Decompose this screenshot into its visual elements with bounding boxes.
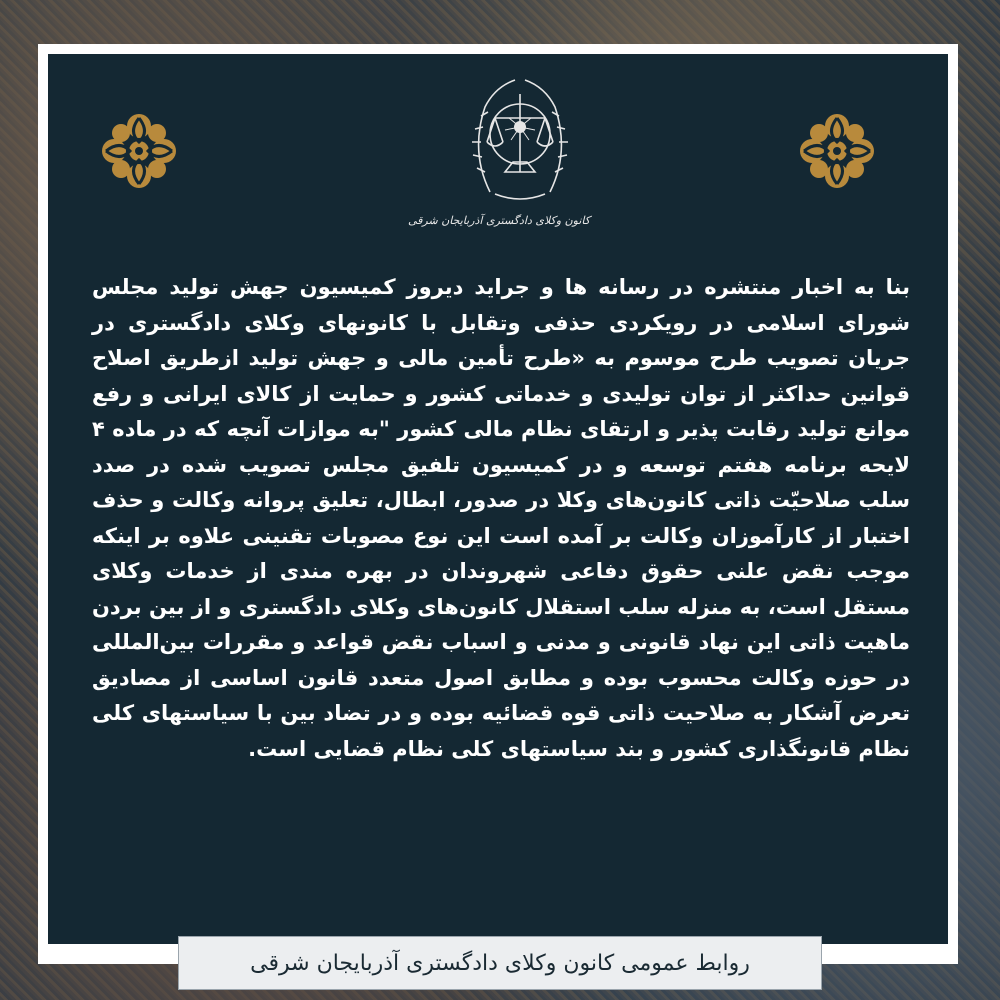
gold-knot-ornament-icon — [100, 112, 178, 190]
bar-association-emblem — [407, 72, 590, 252]
scales-of-justice-icon — [465, 72, 575, 212]
gold-knot-ornament-icon — [798, 112, 876, 190]
statement-body: بنا به اخبار منتشره در رسانه ها و جراید دیروز کمیسیون جهش تولید مجلس شورای اسلامی در رویکردی حذفی وتقابل با کانونهای وکلای دادگستری در جریان تصویب طرح موسوم به «طرح تأمین مالی و جهش تولید ازطریق اصلاح قوانین حداکثر از توان تولیدی و خدماتی کشور و حمایت از کالای ایرانی و رفع موانع تولید رقابت پذیر و ارتقای نظام مالی کشور "به موازات آنچه که در ماده ۴ لایحه برنامه هفتم توسعه و در کمیسیون تلفیق مجلس تصویب شده در صدد سلب صلاحیّت ذاتی کانون‌های وکلا در صدور، ابطال، تعلیق پروانه وکالت و حذف اختبار از کارآموزان وکالت بر آمده است این نوع مصوبات تقنینی علاوه بر اینکه موجب نقض علنی حقوق دفاعی شهروندان در بهره مندی از خدمات وکلای مستقل است، به منزله سلب استقلال کانون‌های وکلای دادگستری و از بین بردن ماهیت ذاتی این نهاد قانونی و مدنی و اسباب نقض قواعد و مقررات بین‌المللی در حوزه وکالت محسوب بوده و مطابق اصول متعدد قانون اساسی از مصادیق تعرض آشکار به صلاحیت ذاتی قوه قضائیه بوده و در تضاد بین با سیاستهای کلی نظام قانونگذاری کشور و بند سیاستهای کلی نظام قضایی است. — [92, 275, 910, 761]
footer-banner: روابط عمومی کانون وکلای دادگستری آذربایجان شرقی — [178, 936, 822, 990]
emblem-caption: کانون وکلای دادگستری آذربایجان شرقی — [407, 214, 590, 227]
